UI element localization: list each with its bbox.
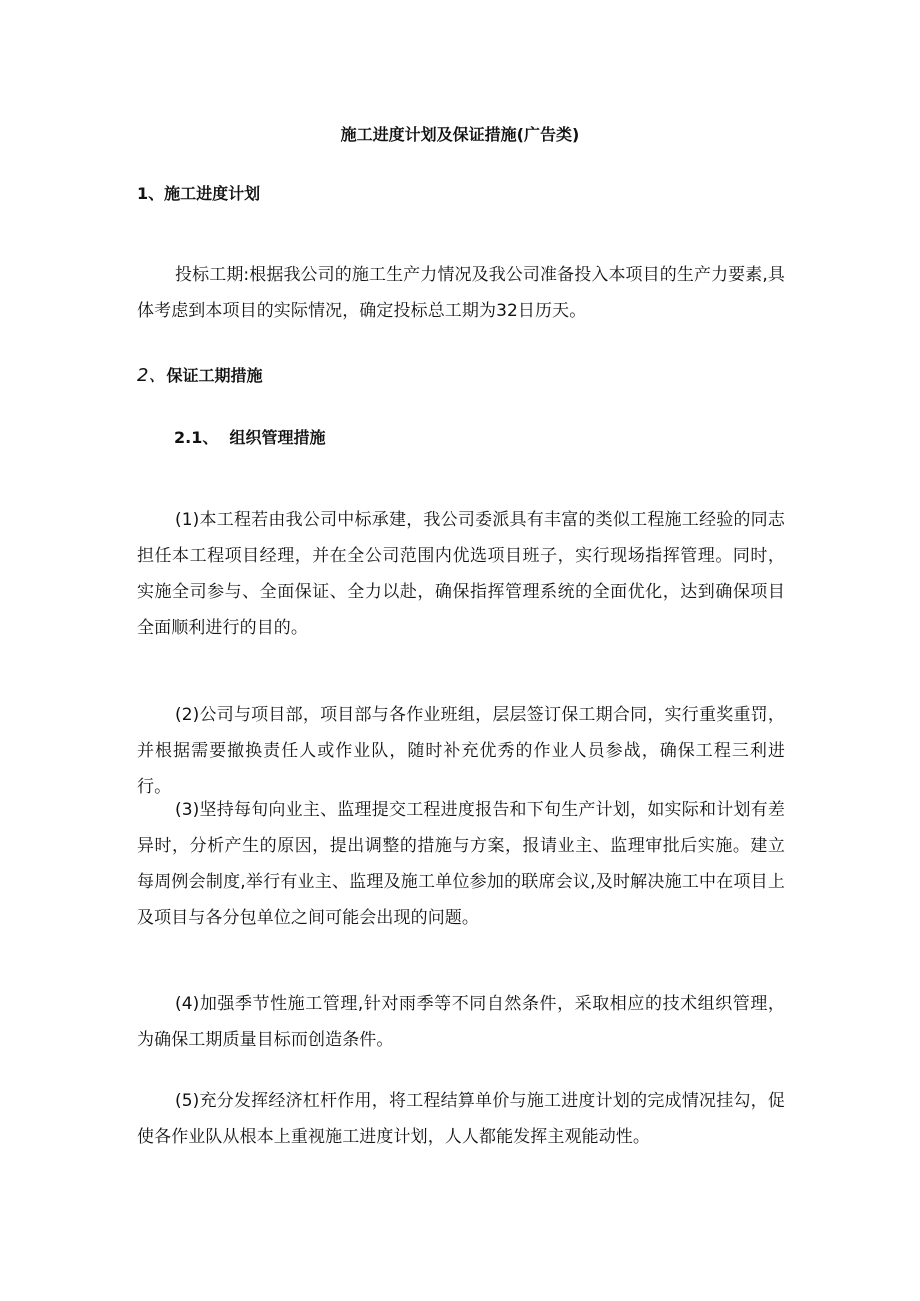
section-2-number: 2、 xyxy=(137,365,167,386)
paragraph-3: (3)坚持每旬向业主、监理提交工程进度报告和下旬生产计划，如实际和计划有差异时，分析产生的原因，提出调整的措施与方案，报请业主、监理审批后实施。建立每周例会制度,举行有业主、监理及施工单位参加的联席会议,及时解决施工中在项目上及项目与各分包单位之间可能会出现的问题。 xyxy=(137,800,785,928)
paragraph-2: (2)公司与项目部，项目部与各作业班组，层层签订保工期合同，实行重奖重罚，并根据需要撤换责任人或作业队，随时补充优秀的作业人员参战，确保工程三利进行。 xyxy=(137,705,785,797)
section-1-number: 1、 xyxy=(137,184,165,203)
paragraph-4: (4)加强季节性施工管理,针对雨季等不同自然条件，采取相应的技术组织管理，为确保工期质量目标而创造条件。 xyxy=(137,994,785,1050)
document-title: 施工进度计划及保证措施(广告类) xyxy=(340,125,580,144)
paragraph-1: (1)本工程若由我公司中标承建，我公司委派具有丰富的类似工程施工经验的同志担任本工程项目经理，并在全公司范围内优选项目班子，实行现场指挥管理。同时，实施全司参与、全面保证、全力以赴，确保指挥管理系统的全面优化，达到确保项目全面顺利进行的目的。 xyxy=(137,510,785,638)
subsection-2-1-heading: 2.1、 组织管理措施 xyxy=(174,428,326,447)
section-2-title: 保证工期措施 xyxy=(166,366,263,385)
section-1-heading xyxy=(137,182,260,206)
section-2-heading xyxy=(137,364,262,388)
section-1-paragraph: 投标工期:根据我公司的施工生产力情况及我公司准备投入本项目的生产力要素,具体考虑到本项目的实际情况，确定投标总工期为32日历天。 xyxy=(137,265,785,321)
section-1-title: 施工进度计划 xyxy=(164,184,261,203)
paragraph-5: (5)充分发挥经济杠杆作用，将工程结算单价与施工进度计划的完成情况挂勾，促使各作业队从根本上重视施工进度计划，人人都能发挥主观能动性。 xyxy=(137,1091,785,1147)
